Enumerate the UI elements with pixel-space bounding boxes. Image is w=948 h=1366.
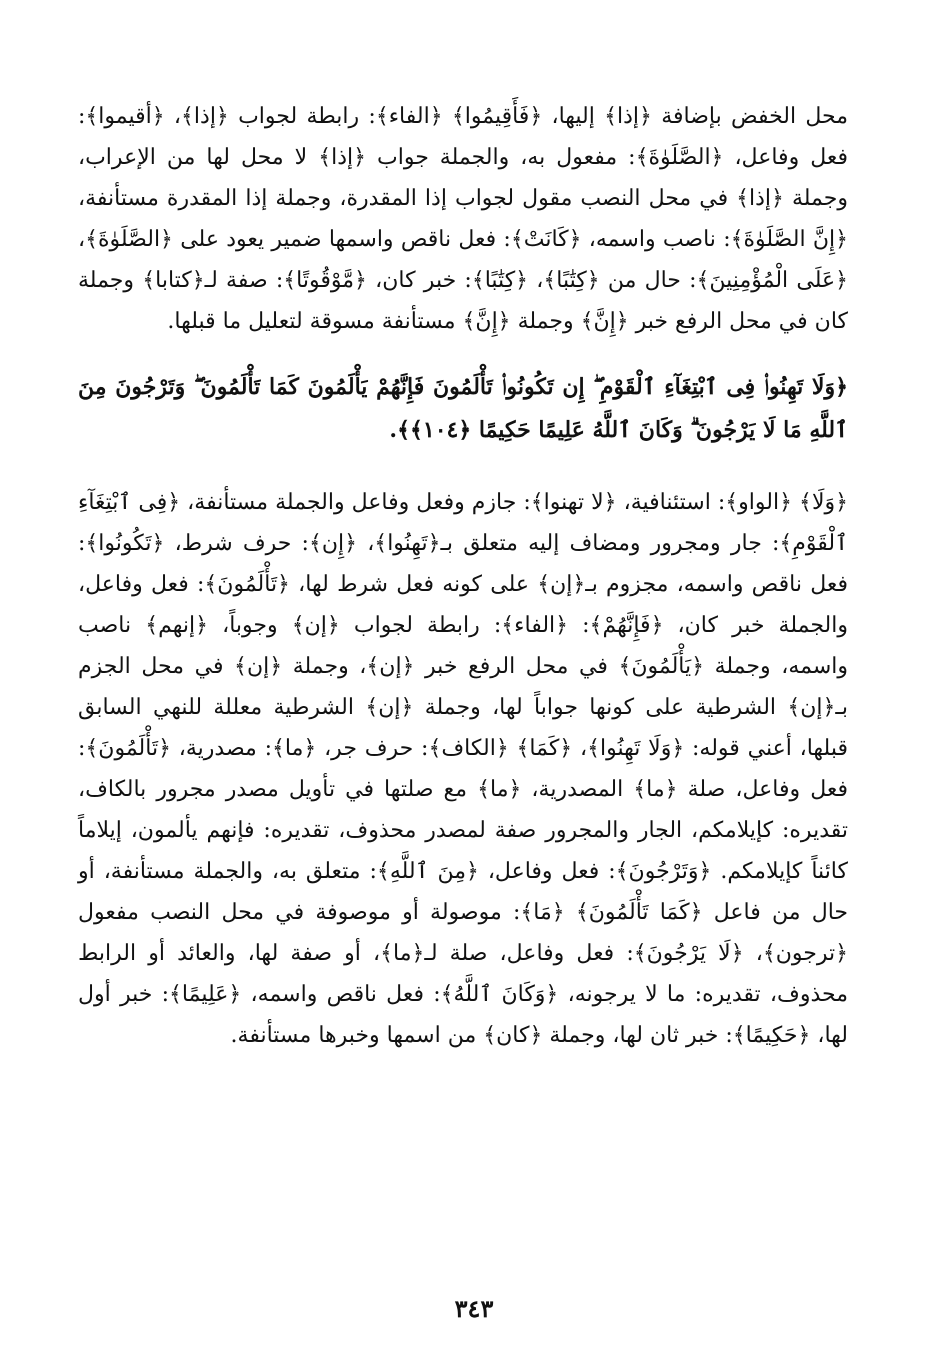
page-number: ٣٤٣ — [454, 1294, 494, 1323]
page-body — [78, 96, 848, 1056]
paragraph-grammar-analysis-2: ﴿وَلَا﴾ ﴿الواو﴾: استئنافية، ﴿لا تهنوا﴾: جازم وفعل وفاعل والجملة مستأنفة، ﴿فِى ٱبْتِغَآءِ ٱلْقَوْمِ﴾: جار ومجرور ومضاف إليه متعلق بـ﴿تَهِنُوا﴾، ﴿إِن﴾: حرف شرط، ﴿تَكُونُوا﴾: فعل ناقص واسمه، مجزوم بـ﴿إن﴾ على كونه فعل شرط لها، ﴿تَأْلَمُونَ﴾: فعل وفاعل، والجملة خبر كان، ﴿فَإِنَّهُمْ﴾: ﴿الفاء﴾: رابطة لجواب ﴿إن﴾ وجوباً، ﴿إنهم﴾ ناصب واسمه، وجملة ﴿يَأْلَمُونَ﴾ في محل الرفع خبر ﴿إن﴾، وجملة ﴿إن﴾ في محل الجزم بـ﴿إن﴾ الشرطية على كونها جواباً لها، وجملة ﴿إن﴾ الشرطية معللة للنهي السابق قبلها، أعني قوله: ﴿وَلَا تَهِنُوا﴾، ﴿كَمَا﴾ ﴿الكاف﴾: حرف جر، ﴿ما﴾: مصدرية، ﴿تَأْلَمُونَ﴾: فعل وفاعل، صلة ﴿ما﴾ المصدرية، ﴿ما﴾ مع صلتها في تأويل مصدر مجرور بالكاف، تقديره: كإيلامكم، الجار والمجرور صفة لمصدر محذوف، تقديره: فإنهم يألمون، إيلاماً كائناً كإيلامكم. ﴿وَتَرْجُونَ﴾: فعل وفاعل، ﴿مِنَ ٱللَّهِ﴾: متعلق به، والجملة مستأنفة، أو حال من فاعل ﴿كَمَا تَأْلَمُونَ﴾ ﴿مَا﴾: موصولة أو موصوفة في محل النصب مفعول ﴿ترجون﴾، ﴿لَا يَرْجُونَ﴾: فعل وفاعل، صلة لـ﴿ما﴾، أو صفة لها، والعائد أو الرابط محذوف، تقديره: ما لا يرجونه، ﴿وَكَانَ ٱللَّهُ﴾: فعل ناقص واسمه، ﴿عَلِيمًا﴾: خبر أول لها، ﴿حَكِيمًا﴾: خبر ثان لها، وجملة ﴿كان﴾ من اسمها وخبرها مستأنفة. — [78, 490, 848, 1048]
paragraph-grammar-analysis-1: محل الخفض بإضافة ﴿إذا﴾ إليها، ﴿فَأَقِيمُوا﴾ ﴿الفاء﴾: رابطة لجواب ﴿إذا﴾، ﴿أقيموا﴾: فعل وفاعل، ﴿الصَّلَوٰةَ﴾: مفعول به، والجملة جواب ﴿إذا﴾ لا محل لها من الإعراب، وجملة ﴿إذا﴾ في محل النصب مقول لجواب إذا المقدرة، وجملة إذا المقدرة مستأنفة، ﴿إِنَّ الصَّلَوٰةَ﴾: ناصب واسمه، ﴿كَانَتْ﴾: فعل ناقص واسمها ضمير يعود على ﴿الصَّلَوٰةَ﴾، ﴿عَلَى الْمُؤْمِنِينَ﴾: حال من ﴿كِتَٰبًا﴾، ﴿كِتَٰبًا﴾: خبر كان، ﴿مَّوْقُوتًا﴾: صفة لـ﴿كتابا﴾ وجملة كان في محل الرفع خبر ﴿إِنَّ﴾ وجملة ﴿إِنَّ﴾ مستأنفة مسوقة لتعليل ما قبلها. — [78, 104, 848, 334]
quran-verse: ﴿وَلَا تَهِنُوا۟ فِى ٱبْتِغَآءِ ٱلْقَوْمِ ۖ إِن تَكُونُوا۟ تَأْلَمُونَ فَإِنَّهُمْ يَأْلَمُونَ كَمَا تَأْلَمُونَ ۖ وَتَرْجُونَ مِنَ ٱللَّهِ مَا لَا يَرْجُونَ ۗ وَكَانَ ٱللَّهُ عَلِيمًا حَكِيمًا ﴿١٠٤﴾﴾. — [78, 374, 848, 443]
